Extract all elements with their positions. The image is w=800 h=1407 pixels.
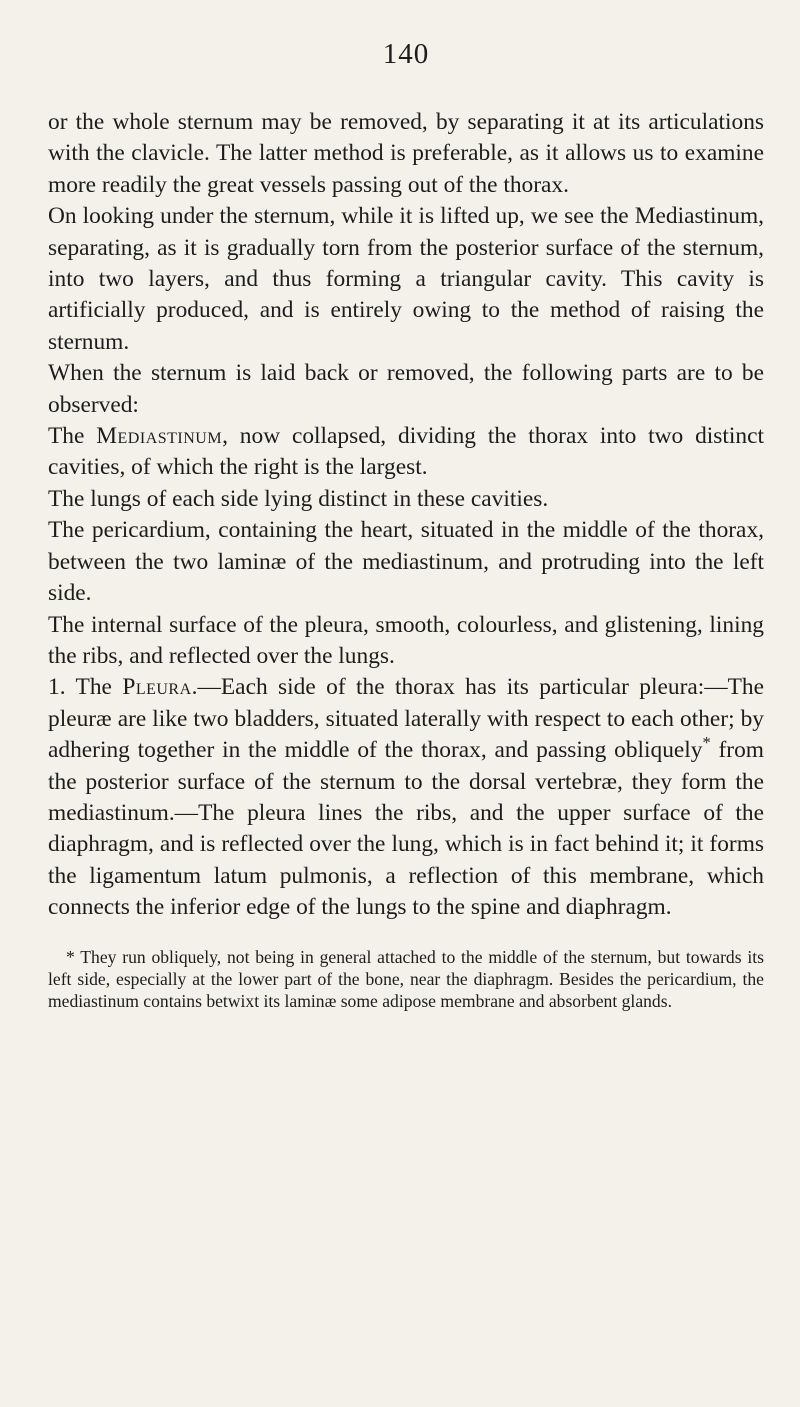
paragraph-pericardium: The pericardium, containing the heart, situated in the middle of the thorax, between the two laminæ of the mediastinum, and protruding into the left side.: [48, 517, 764, 607]
term-pleura: Pleura: [122, 674, 192, 701]
body-text: [48, 107, 764, 924]
footnote-marker: *: [702, 733, 711, 753]
paragraph-parts-observed: When the sternum is laid back or removed, the following parts are to be observed:: [48, 360, 764, 418]
paragraph-sternum-removal: or the whole sternum may be removed, by separating it at its articulations with the clavicle. The latter method is preferable, as it allows us to examine more readily the great vessels passing out of the thorax.: [48, 109, 764, 198]
paragraph-mediastinum: The Mediastinum, now collapsed, dividing the thorax into two distinct cavities, of which the right is the largest.: [48, 423, 764, 481]
paragraph-lungs: The lungs of each side lying distinct in these cavities.: [48, 485, 549, 512]
paragraph-mediastinum-cavity: On looking under the sternum, while it is lifted up, we see the Mediastinum, separating, as it is gradually torn from the posterior surface of the sternum, into two layers, and thus forming a triangular cavity. This cavity is artificially produced, and is entirely owing to the method of raising the sternum.: [48, 203, 764, 355]
paragraph-pleura: 1. The Pleura.—Each side of the thorax has its particular pleura:—The pleuræ are like two bladders, situated laterally with respect to each other; by adhering together in the middle of the thorax, and passing obliquely* from the posterior surface of the sternum to the dorsal vertebræ, they form the mediastinum.—The pleura lines the ribs, and the upper surface of the diaphragm, and is reflected over the lung, which is in fact behind it; it forms the ligamentum latum pulmonis, a reflection of this membrane, which connects the inferior edge of the lungs to the spine and diaphragm.: [48, 674, 764, 921]
footnote: [48, 946, 764, 1013]
page-number: 140: [382, 38, 430, 70]
paragraph-pleura-surface: The internal surface of the pleura, smooth, colourless, and glistening, lining the ribs, and reflected over the lungs.: [48, 611, 764, 669]
term-mediastinum: Mediastinum: [96, 423, 223, 450]
book-page: [48, 38, 764, 1013]
footnote-text: * They run obliquely, not being in general attached to the middle of the sternum, but towards its left side, especially at the lower part of the bone, near the diaphragm. Besides the pericardium, the mediastinum contains betwixt its laminæ some adipose membrane and absorbent glands.: [48, 946, 764, 1012]
